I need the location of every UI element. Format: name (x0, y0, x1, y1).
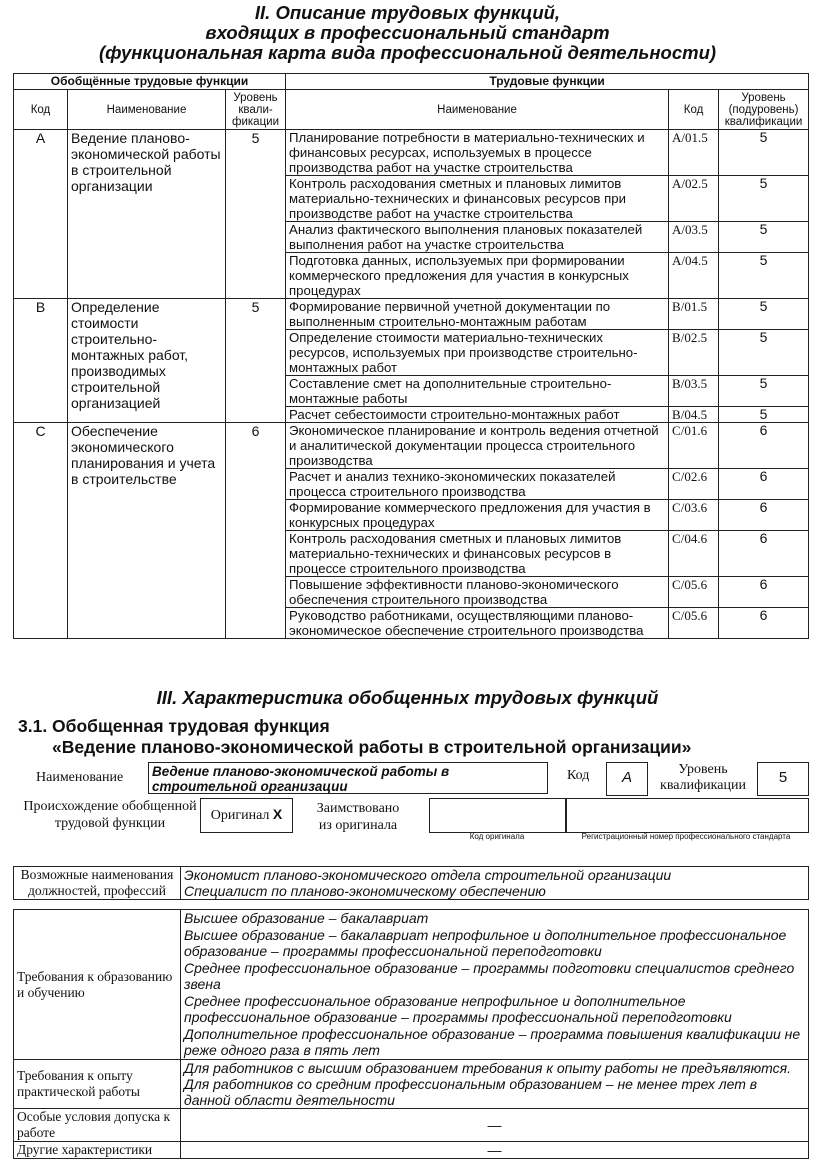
gtf-origin-label-l2: трудовой функции (54, 816, 166, 831)
function-level: 5 (719, 330, 809, 376)
group-level: 6 (226, 423, 286, 639)
position-item: Экономист планово-экономического отдела строительной организации (184, 867, 672, 883)
group-functions-header: Трудовые функции (286, 74, 809, 90)
function-level: 5 (719, 222, 809, 253)
col-level-header-l2: квали- (238, 103, 273, 116)
gtf-original-label: Оригинал (210, 808, 270, 823)
function-code: C/03.6 (669, 500, 719, 531)
function-level: 6 (719, 500, 809, 531)
positions-cell (181, 867, 809, 900)
function-code: A/02.5 (669, 176, 719, 222)
other-characteristics-value: — (181, 1142, 809, 1159)
gtf-original-mark: X (272, 806, 283, 822)
gtf-reg-number-caption: Регистрационный номер профессионального стандарта (581, 832, 791, 841)
education-cell (181, 910, 809, 1060)
function-level: 6 (719, 531, 809, 577)
col-level-header (226, 90, 286, 130)
gtf-code-label: Код (567, 768, 590, 783)
function-name: Анализ фактического выполнения плановых показателей выполнения работ на участке строительства (286, 222, 669, 253)
gtf-reg-number-box (565, 798, 809, 833)
function-code: C/01.6 (669, 423, 719, 469)
gtf-level-label (650, 762, 756, 794)
function-level: 6 (719, 469, 809, 500)
function-level: 6 (719, 577, 809, 608)
gtf-details-table (13, 866, 809, 1159)
gtf-subtitle-number: 3.1. Обобщенная трудовая функция (18, 716, 330, 736)
function-name: Составление смет на дополнительные строительно-монтажные работы (286, 376, 669, 407)
col-fname-header: Наименование (286, 90, 669, 130)
section3-title: III. Характеристика обобщенных трудовых функций (156, 687, 659, 708)
experience-cell (181, 1060, 809, 1109)
function-code: B/04.5 (669, 407, 719, 423)
function-level: 5 (719, 299, 809, 330)
col-fcode-header: Код (669, 90, 719, 130)
gtf-level-label-l1: Уровень (678, 762, 728, 777)
function-level: 5 (719, 176, 809, 222)
table-spacer (14, 900, 809, 910)
experience-item: Для работников со средним профессиональным образованием – не менее трех лет в данной области деятельности (184, 1076, 758, 1108)
gtf-level-value: 5 (757, 762, 809, 796)
other-characteristics-label: Другие характеристики (14, 1142, 181, 1159)
group-code: C (14, 423, 68, 639)
gtf-origin-label-l1: Происхождение обобщенной (23, 799, 197, 814)
function-code: B/01.5 (669, 299, 719, 330)
col-flevel-header-l2: (подуровень) (728, 103, 799, 116)
gtf-name-value: Ведение планово-экономической работы в строительной организации (148, 762, 548, 794)
function-row (14, 299, 809, 330)
group-level: 5 (226, 299, 286, 423)
special-conditions-value: — (181, 1109, 809, 1142)
gtf-original-code-box (429, 798, 567, 833)
col-flevel-header (719, 90, 809, 130)
col-name-header: Наименование (68, 90, 226, 130)
col-level-header-l1: Уровень (233, 91, 278, 104)
col-level-header-l3: фикации (232, 115, 280, 128)
gtf-level-label-l2: квалификации (660, 778, 746, 793)
education-item: Высшее образование – бакалавриат (184, 910, 429, 926)
gtf-original-box (200, 798, 293, 833)
education-item: Высшее образование – бакалавриат непрофильное и дополнительное профессиональное образование – программы профессиональной переподготовки (184, 927, 787, 959)
group-level: 5 (226, 130, 286, 299)
function-code: A/03.5 (669, 222, 719, 253)
experience-item: Для работников с высшим образованием требования к опыту работы не предъявляются. (184, 1060, 791, 1076)
function-level: 5 (719, 253, 809, 299)
function-level: 5 (719, 130, 809, 176)
function-name: Контроль расходования сметных и плановых лимитов материально-технических и финансовых ресурсов при производстве работ на участке строительства (286, 176, 669, 222)
function-row (14, 423, 809, 469)
function-code: B/03.5 (669, 376, 719, 407)
gtf-borrowed-label (303, 800, 413, 834)
positions-label: Возможные наименования должностей, профессий (14, 867, 181, 900)
education-label: Требования к образованию и обучению (14, 910, 181, 1060)
function-code: C/02.6 (669, 469, 719, 500)
education-item: Дополнительное профессиональное образование – программа повышения квалификации не реже одного раза в пять лет (184, 1026, 801, 1058)
gtf-origin-label (15, 798, 205, 832)
group-name: Обеспечение экономического планирования и учета в строительстве (68, 423, 226, 639)
function-level: 5 (719, 407, 809, 423)
function-name: Экономическое планирование и контроль ведения отчетной и аналитической документации процесса строительного производства (286, 423, 669, 469)
group-code: B (14, 299, 68, 423)
function-code: C/05.6 (669, 577, 719, 608)
function-name: Контроль расходования сметных и плановых лимитов материально-технических и финансовых ресурсов в процессе строительного производства (286, 531, 669, 577)
gtf-orig-code-caption: Код оригинала (469, 832, 525, 841)
education-item: Среднее профессиональное образование непрофильное и дополнительное профессиональное образование – программы профессиональной переподготовки (184, 993, 732, 1025)
col-flevel-header-l3: квалификации (724, 115, 803, 128)
group-code: A (14, 130, 68, 299)
education-item: Среднее профессиональное образование – программы подготовки специалистов среднего звена (184, 960, 795, 992)
section2-title-line1: II. Описание трудовых функций, (254, 2, 561, 23)
function-name: Формирование коммерческого предложения для участия в конкурсных процедурах (286, 500, 669, 531)
section2-title-line3: (функциональная карта вида профессиональной деятельности) (98, 42, 717, 63)
functional-map-body (14, 130, 809, 639)
function-name: Руководство работниками, осуществляющими планово-экономическое обеспечение строительного производства (286, 608, 669, 639)
group-name: Определение стоимости строительно-монтажных работ, производимых строительной организацией (68, 299, 226, 423)
function-code: C/05.6 (669, 608, 719, 639)
group-name: Ведение планово-экономической работы в строительной организации (68, 130, 226, 299)
function-name: Определение стоимости материально-технических ресурсов, используемых при производстве строительно-монтажных работ (286, 330, 669, 376)
col-flevel-header-l1: Уровень (741, 91, 786, 104)
function-name: Планирование потребности в материально-технических и финансовых ресурсах, используемых в процессе производства работ на участке строительства (286, 130, 669, 176)
gtf-borrowed-label-l1: Заимствовано (316, 801, 400, 816)
position-item: Специалист по планово-экономическому обеспечению (184, 883, 546, 899)
function-code: C/04.6 (669, 531, 719, 577)
function-code: A/04.5 (669, 253, 719, 299)
functional-map-table (13, 73, 809, 639)
function-code: A/01.5 (669, 130, 719, 176)
function-name: Подготовка данных, используемых при формировании коммерческого предложения для участия в конкурсных процедурах (286, 253, 669, 299)
special-conditions-label: Особые условия допуска к работе (14, 1109, 181, 1142)
gtf-name-label: Наименование (36, 770, 124, 785)
function-name: Повышение эффективности планово-экономического обеспечения строительного производства (286, 577, 669, 608)
gtf-subtitle-name: «Ведение планово-экономической работы в строительной организации» (52, 737, 692, 757)
gtf-borrowed-label-l2: из оригинала (318, 818, 398, 833)
gtf-code-value: А (606, 762, 648, 796)
group-generalized-header: Обобщённые трудовые функции (14, 74, 286, 90)
function-name: Формирование первичной учетной документации по выполненным строительно-монтажным работам (286, 299, 669, 330)
function-level: 6 (719, 423, 809, 469)
col-code-header: Код (14, 90, 68, 130)
function-code: B/02.5 (669, 330, 719, 376)
function-row (14, 130, 809, 176)
section2-title-line2: входящих в профессиональный стандарт (205, 22, 610, 43)
function-name: Расчет и анализ технико-экономических показателей процесса строительного производства (286, 469, 669, 500)
function-level: 6 (719, 608, 809, 639)
function-name: Расчет себестоимости строительно-монтажных работ (286, 407, 669, 423)
experience-label: Требования к опыту практической работы (14, 1060, 181, 1109)
function-level: 5 (719, 376, 809, 407)
